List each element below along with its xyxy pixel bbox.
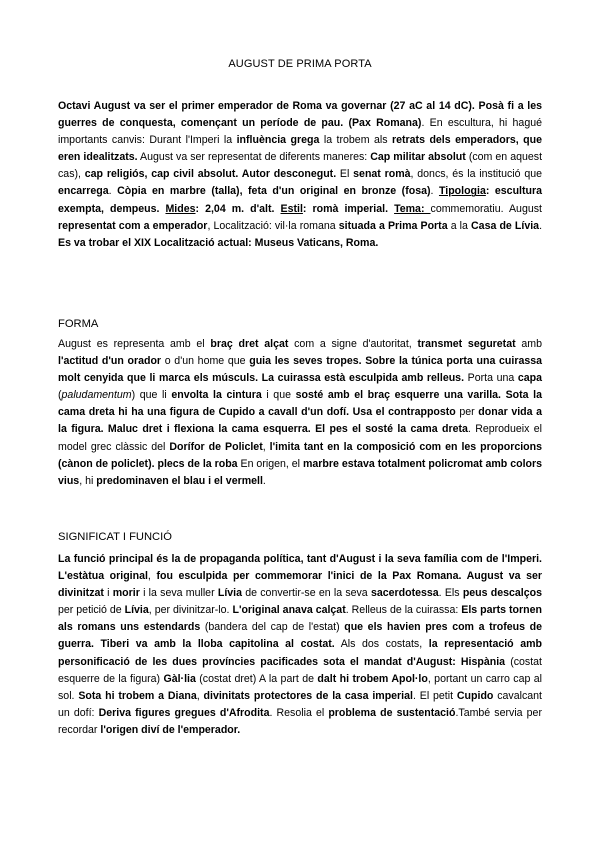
significat-run: Lívia bbox=[217, 587, 242, 600]
intro-run: commemoratiu. August bbox=[430, 202, 542, 215]
intro-run: . bbox=[430, 185, 439, 198]
forma-run: l'actitud d'un orador bbox=[58, 355, 162, 368]
significat-run: (costat esquerre de la figura) bbox=[58, 655, 542, 685]
intro-run: situada a Prima Porta bbox=[338, 219, 448, 232]
intro-run: Mides bbox=[165, 202, 196, 215]
forma-run: paludamentum bbox=[61, 389, 132, 402]
forma-run: ( bbox=[58, 389, 62, 402]
forma-run: envolta la cintura bbox=[171, 389, 262, 402]
significat-paragraph bbox=[58, 551, 542, 739]
intro-run: Còpia en marbre (talla), feta d'un original en bronze (fosa) bbox=[117, 185, 431, 198]
significat-run: de convertir-se en la seva bbox=[242, 587, 371, 600]
significat-run: que els havien pres com a trofeus de guerra. Tiberi va amb la lloba capitolina al costat. bbox=[58, 621, 542, 651]
intro-run: , Localització: vil·la romana bbox=[207, 219, 339, 232]
forma-run: donar vida a la figura. Maluc dret i flexiona la cama esquerra. El pes el sosté la cama dreta bbox=[58, 406, 543, 436]
significat-run: . Resolia el bbox=[269, 706, 329, 719]
significat-run: i bbox=[103, 587, 113, 600]
significat-run: morir bbox=[112, 587, 140, 600]
significat-run: L'original anava calçat bbox=[232, 604, 346, 617]
forma-run: marbre estava totalment policromat amb colors vius bbox=[58, 457, 543, 487]
forma-run: August es representa amb el bbox=[58, 338, 211, 350]
significat-run: , bbox=[147, 570, 157, 583]
significat-run: l'origen diví de l'emperador. bbox=[100, 723, 241, 736]
intro-run: cap religiós, cap civil absolut. Autor desconegut. bbox=[84, 168, 337, 181]
significat-run: problema de sustentació bbox=[328, 706, 456, 719]
forma-run: amb bbox=[515, 338, 542, 350]
significat-run: Els parts tornen als romans uns estendards bbox=[58, 604, 542, 634]
intro-run: . bbox=[108, 185, 118, 198]
significat-run: La funció principal és la de propaganda política, tant d'August i la seva família com de l'Imperi. L'estàtua original bbox=[58, 553, 542, 583]
intro-run: Estil bbox=[280, 202, 303, 215]
intro-run: : romà imperial. bbox=[302, 202, 395, 215]
intro-run: August va ser representat de diferents maneres: bbox=[137, 151, 371, 164]
intro-paragraph bbox=[58, 98, 542, 252]
intro-run: influència grega bbox=[236, 134, 320, 147]
intro-run: , doncs, és la institució que bbox=[410, 168, 542, 181]
significat-run: Cupido bbox=[456, 689, 494, 702]
significat-run: divinitats protectores de la casa imperial bbox=[203, 689, 413, 702]
intro-run: : 2,04 m. d'alt. bbox=[195, 202, 281, 215]
significat-run: sacerdotessa bbox=[370, 587, 439, 600]
significat-run: dalt hi trobem Apol·lo bbox=[317, 672, 428, 685]
heading-forma: FORMA bbox=[58, 318, 99, 330]
significat-run: Deriva figures gregues d'Afrodita bbox=[98, 706, 270, 719]
forma-run: En origen, el bbox=[237, 457, 303, 470]
significat-run: Lívia bbox=[124, 604, 149, 617]
forma-run: o d'un home que bbox=[161, 355, 250, 368]
heading-significat: SIGNIFICAT I FUNCIÓ bbox=[58, 531, 172, 543]
forma-run: , hi bbox=[79, 474, 97, 487]
intro-run: : escultura exempta, dempeus. bbox=[58, 185, 542, 215]
forma-run: guia les seves tropes. Sobre la túnica porta una cuirassa molt cenyida que li marca els músculs. La cuirassa està esculpida amb relleus. bbox=[58, 355, 543, 385]
significat-run: .També servia per recordar bbox=[58, 706, 542, 736]
significat-run: , bbox=[196, 689, 204, 702]
intro-run: Es va trobar el XIX Localització actual: Museus Vaticans, Roma. bbox=[58, 236, 379, 249]
forma-run: . Reprodueix el model grec clàssic del bbox=[58, 423, 542, 453]
significat-run: . Els bbox=[438, 587, 463, 600]
intro-run: representat com a emperador bbox=[58, 219, 208, 232]
intro-run: encarrega bbox=[58, 185, 109, 198]
forma-run: sosté amb el braç esquerre una varilla. Sota la cama dreta hi ha una figura de Cupido a cavall d'un dofí. Usa el contrapposto bbox=[58, 389, 542, 419]
intro-run: senat romà bbox=[353, 168, 411, 181]
forma-run: capa bbox=[517, 372, 543, 385]
intro-run: . bbox=[539, 219, 543, 232]
forma-paragraph bbox=[58, 336, 542, 490]
forma-run: , bbox=[262, 440, 270, 453]
forma-run: per bbox=[455, 406, 479, 419]
forma-run: transmet seguretat bbox=[417, 338, 516, 350]
forma-run: ) que li bbox=[131, 389, 172, 402]
significat-run: cavalcant un dofí: bbox=[58, 689, 542, 719]
significat-run: Als dos costats, bbox=[334, 638, 429, 651]
intro-run: a la bbox=[447, 219, 472, 232]
significat-run: . Relleus de la cuirassa: bbox=[345, 604, 462, 617]
significat-run: (bandera del cap de l'estat) bbox=[200, 621, 345, 634]
forma-run: com a signe d'autoritat, bbox=[288, 338, 418, 350]
intro-run: Cap militar absolut bbox=[370, 151, 466, 164]
significat-run: , portant un carro cap al sol. bbox=[58, 672, 542, 702]
significat-run: Gàl·lia bbox=[163, 672, 196, 685]
intro-run: . En escultura, hi hagué importants canvis: Durant l'Imperi la bbox=[58, 117, 542, 147]
significat-run: (costat dret) A la part de bbox=[195, 672, 318, 685]
intro-run: Tema: bbox=[394, 202, 431, 215]
forma-run: l'imita tant en la composició com en les proporcions (cànon de policlet). plecs de la roba bbox=[58, 440, 542, 470]
significat-run: Sota hi trobem a Diana bbox=[78, 689, 197, 702]
significat-run: la representació amb personificació de les dues províncies pacificades sota el mandat d'August: Hispània bbox=[58, 638, 542, 668]
significat-run: per petició de bbox=[58, 604, 125, 617]
forma-run: i que bbox=[261, 389, 296, 402]
forma-run: Dorífor de Policlet bbox=[169, 440, 263, 453]
page-title: AUGUST DE PRIMA PORTA bbox=[228, 58, 372, 70]
significat-run: , per divinitzar-lo. bbox=[148, 604, 233, 617]
intro-run: (com en aquest cas), bbox=[58, 151, 543, 181]
intro-run: retrats dels emperadors, que eren idealitzats. bbox=[58, 134, 542, 164]
significat-run: i la seva muller bbox=[139, 587, 218, 600]
significat-run: peus descalços bbox=[462, 587, 543, 600]
forma-run: predominaven el blau i el vermell bbox=[96, 474, 263, 487]
intro-run: la trobem als bbox=[319, 134, 392, 147]
intro-run: Octavi August va ser el primer emperador de Roma va governar (27 aC al 14 dC). Posà fi a les guerres de conquesta, començant un període de pau. (Pax Romana) bbox=[58, 100, 542, 130]
forma-run: Porta una bbox=[464, 372, 518, 385]
intro-run: Tipologia bbox=[438, 185, 486, 198]
forma-run: braç dret alçat bbox=[210, 338, 289, 350]
intro-run: El bbox=[336, 168, 354, 181]
significat-run: . El petit bbox=[412, 689, 457, 702]
intro-run: Casa de Lívia bbox=[471, 219, 540, 232]
forma-run: . bbox=[262, 474, 266, 487]
significat-run: fou esculpida per commemorar l'inici de la Pax Romana. August va ser divinitzat bbox=[58, 570, 542, 600]
